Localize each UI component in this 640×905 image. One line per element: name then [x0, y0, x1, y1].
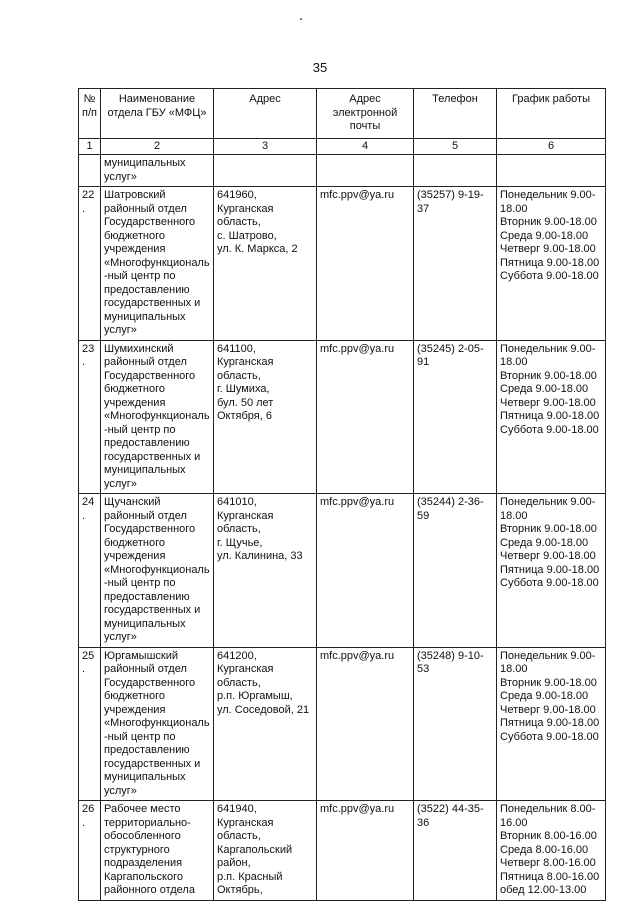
- schedule-line: Вторник 9.00-18.00: [500, 216, 597, 228]
- department-email: mfc.ppv@ya.ru: [317, 187, 414, 341]
- address-line: 641960,: [217, 189, 257, 201]
- schedule-line: Понедельник 9.00-: [500, 342, 596, 355]
- address-line: область,: [217, 369, 261, 382]
- header-row: [79, 89, 606, 139]
- address-line: Каргапольский: [217, 843, 293, 856]
- header-schedule: [497, 89, 606, 139]
- department-name: [101, 494, 214, 648]
- department-name-line: учреждения: [104, 550, 166, 562]
- address-line: область,: [217, 216, 261, 228]
- address-line: ул. К. Маркса, 2: [217, 243, 298, 255]
- phone-line: (35244) 2-36-: [417, 496, 484, 508]
- address-line: 641200,: [217, 649, 257, 662]
- address-line: Курганская: [217, 202, 274, 215]
- address-line: р.п. Красный: [217, 870, 283, 883]
- department-name-line: Щучанский: [104, 496, 161, 508]
- department-name-line: Шатровский: [104, 189, 166, 201]
- carry-name: [101, 155, 214, 187]
- department-schedule: [497, 340, 606, 494]
- schedule-line: Суббота 9.00-18.00: [500, 730, 599, 743]
- header-phone: [414, 89, 497, 139]
- schedule-line: Среда 9.00-18.00: [500, 383, 589, 395]
- phone-line: (3522) 44-35-: [417, 803, 484, 815]
- phone-line: (35245) 2-05-: [417, 342, 484, 355]
- table-body: [79, 138, 606, 901]
- schedule-line: Понедельник 9.00-: [500, 496, 596, 508]
- department-name: [101, 801, 214, 901]
- column-number: 6: [497, 138, 606, 155]
- header-text: Адрес: [349, 93, 381, 105]
- address-line: бул. 50 лет: [217, 396, 274, 409]
- carry-number: [79, 155, 101, 187]
- address-line: Курганская: [217, 509, 274, 522]
- department-name-line: муниципальных: [104, 617, 186, 630]
- address-line: ул. Соседовой, 21: [217, 703, 310, 716]
- address-line: г. Щучье,: [217, 536, 263, 549]
- department-address: [214, 494, 317, 648]
- department-name-line: услуг»: [104, 477, 137, 490]
- department-name-line: обособленного: [104, 830, 181, 842]
- header-text: Адрес: [249, 93, 281, 105]
- department-name-line: услуг»: [104, 631, 137, 643]
- phone-line: 36: [417, 816, 430, 829]
- department-name-line: Государственного: [104, 216, 196, 228]
- address-line: с. Шатрово,: [217, 229, 277, 242]
- department-name-line: районный отдел: [104, 356, 187, 368]
- address-line: ул. Калинина, 33: [217, 550, 303, 562]
- carry-empty: [414, 155, 497, 187]
- department-phone: [414, 187, 497, 341]
- header-text: электронной: [332, 106, 398, 119]
- schedule-line: Пятница 9.00-18.00: [500, 256, 600, 269]
- department-name-line: муниципальных: [104, 771, 186, 783]
- column-number: 1: [79, 138, 101, 155]
- address-line: р.п. Юргамыш,: [217, 690, 293, 702]
- schedule-line: Суббота 9.00-18.00: [500, 423, 599, 436]
- phone-line: (35257) 9-19-: [417, 189, 484, 201]
- schedule-line: Вторник 9.00-18.00: [500, 676, 597, 689]
- schedule-line: Среда 9.00-18.00: [500, 229, 589, 242]
- carry-over-row: [79, 155, 606, 187]
- carry-empty: [214, 155, 317, 187]
- department-name-line: государственных и: [104, 297, 201, 309]
- address-line: Октябрь,: [217, 884, 263, 896]
- row-number: 23.: [79, 340, 101, 494]
- department-name-line: муниципальных: [104, 464, 186, 476]
- department-address: [214, 187, 317, 341]
- department-email: mfc.ppv@ya.ru: [317, 494, 414, 648]
- address-line: область,: [217, 676, 261, 689]
- department-name-line: территориально-: [104, 816, 191, 829]
- department-address: [214, 647, 317, 801]
- department-schedule: [497, 494, 606, 648]
- department-name-line: предоставлению: [104, 744, 190, 756]
- department-name-line: районный отдел: [104, 202, 187, 215]
- department-name: [101, 187, 214, 341]
- department-email: mfc.ppv@ya.ru: [317, 647, 414, 801]
- header-text: Наименование: [118, 93, 196, 105]
- row-number: 25.: [79, 647, 101, 801]
- address-line: Курганская: [217, 816, 274, 829]
- table-row: [79, 187, 606, 341]
- phone-line: 91: [417, 356, 430, 368]
- header-name: [101, 89, 214, 139]
- header-text: №: [83, 93, 96, 105]
- schedule-line: Понедельник 8.00-: [500, 803, 596, 815]
- page-number: 35: [312, 60, 328, 75]
- schedule-line: 18.00: [500, 663, 528, 675]
- department-name-line: -ный центр по: [104, 423, 176, 436]
- department-name-line: государственных и: [104, 450, 201, 463]
- department-name-line: бюджетного: [104, 536, 165, 549]
- department-email: mfc.ppv@ya.ru: [317, 340, 414, 494]
- department-phone: [414, 647, 497, 801]
- department-name: [101, 647, 214, 801]
- scan-speck: [300, 18, 302, 20]
- table-row: [79, 647, 606, 801]
- schedule-line: Среда 9.00-18.00: [500, 536, 589, 549]
- address-line: г. Шумиха,: [217, 383, 270, 395]
- table-row: [79, 801, 606, 901]
- mfc-departments-table: [78, 88, 606, 901]
- address-line: Октября, 6: [217, 410, 272, 422]
- department-name-line: учреждения: [104, 243, 166, 255]
- schedule-line: 16.00: [500, 816, 528, 829]
- schedule-line: Пятница 9.00-18.00: [500, 563, 600, 576]
- header-text: почты: [349, 120, 381, 132]
- schedule-line: 18.00: [500, 356, 528, 368]
- department-name-line: учреждения: [104, 396, 166, 409]
- department-name-line: Каргапольского: [104, 870, 183, 883]
- department-phone: [414, 494, 497, 648]
- department-schedule: [497, 801, 606, 901]
- department-name-line: муниципальных: [104, 310, 186, 323]
- address-line: Курганская: [217, 356, 274, 368]
- department-name-line: бюджетного: [104, 229, 165, 242]
- header-text: п/п: [82, 106, 97, 119]
- address-line: 641940,: [217, 803, 257, 815]
- header-text: График работы: [512, 93, 590, 105]
- department-name-line: Рабочее место: [104, 803, 181, 815]
- department-name-line: Юргамышский: [104, 649, 179, 662]
- header-address: [214, 89, 317, 139]
- schedule-line: Суббота 9.00-18.00: [500, 577, 599, 589]
- address-line: 641010,: [217, 496, 257, 508]
- department-name: [101, 340, 214, 494]
- phone-line: 59: [417, 509, 430, 522]
- department-name-line: -ный центр по: [104, 270, 176, 282]
- address-line: Курганская: [217, 663, 274, 675]
- schedule-line: Пятница 8.00-16.00: [500, 870, 600, 883]
- department-name-line: Шумихинский: [104, 342, 174, 355]
- department-name-line: предоставлению: [104, 590, 190, 603]
- schedule-line: Среда 8.00-16.00: [500, 843, 589, 856]
- carry-empty: [317, 155, 414, 187]
- schedule-line: Четверг 8.00-16.00: [500, 857, 596, 869]
- schedule-line: Пятница 9.00-18.00: [500, 717, 600, 729]
- department-name-line: предоставлению: [104, 437, 190, 449]
- carry-name-line: услуг»: [104, 170, 137, 183]
- address-line: область,: [217, 830, 261, 842]
- department-name-line: районный отдел: [104, 509, 187, 522]
- column-number: 2: [101, 138, 214, 155]
- header-number: [79, 89, 101, 139]
- column-number: 5: [414, 138, 497, 155]
- header-email: [317, 89, 414, 139]
- table-row: [79, 340, 606, 494]
- department-name-line: бюджетного: [104, 383, 165, 395]
- department-name-line: районный отдел: [104, 663, 187, 675]
- department-name-line: «Многофункциональ: [104, 256, 210, 269]
- department-name-line: государственных и: [104, 757, 201, 770]
- department-name-line: «Многофункциональ: [104, 717, 210, 729]
- department-name-line: предоставлению: [104, 283, 190, 296]
- schedule-line: 18.00: [500, 202, 528, 215]
- schedule-line: Вторник 9.00-18.00: [500, 523, 597, 535]
- schedule-line: Вторник 9.00-18.00: [500, 369, 597, 382]
- department-phone: [414, 801, 497, 901]
- column-number: 4: [317, 138, 414, 155]
- address-line: область,: [217, 523, 261, 535]
- column-number-row: [79, 138, 606, 155]
- department-address: [214, 801, 317, 901]
- department-phone: [414, 340, 497, 494]
- department-name-line: -ный центр по: [104, 730, 176, 743]
- phone-line: 53: [417, 663, 430, 675]
- department-name-line: услуг»: [104, 784, 137, 797]
- address-line: 641100,: [217, 342, 256, 355]
- schedule-line: Четверг 9.00-18.00: [500, 396, 596, 409]
- department-schedule: [497, 187, 606, 341]
- schedule-line: Вторник 8.00-16.00: [500, 830, 597, 842]
- department-name-line: структурного: [104, 843, 170, 856]
- department-name-line: государственных и: [104, 604, 201, 616]
- carry-empty: [497, 155, 606, 187]
- schedule-line: Понедельник 9.00-: [500, 649, 596, 662]
- column-number: 3: [214, 138, 317, 155]
- table-row: [79, 494, 606, 648]
- department-name-line: подразделения: [104, 857, 183, 869]
- header-text: Телефон: [432, 93, 478, 105]
- department-name-line: Государственного: [104, 369, 196, 382]
- schedule-line: Пятница 9.00-18.00: [500, 410, 600, 422]
- department-name-line: бюджетного: [104, 690, 165, 702]
- address-line: район,: [217, 857, 251, 869]
- carry-name-line: муниципальных: [104, 157, 186, 169]
- department-name-line: услуг»: [104, 324, 137, 336]
- schedule-line: Четверг 9.00-18.00: [500, 550, 596, 562]
- schedule-line: Четверг 9.00-18.00: [500, 243, 596, 255]
- department-address: [214, 340, 317, 494]
- department-name-line: «Многофункциональ: [104, 410, 210, 422]
- schedule-line: Среда 9.00-18.00: [500, 690, 589, 702]
- department-email: mfc.ppv@ya.ru: [317, 801, 414, 901]
- phone-line: (35248) 9-10-: [417, 649, 484, 662]
- phone-line: 37: [417, 202, 430, 215]
- header-text: отдела ГБУ «МФЦ»: [107, 106, 207, 119]
- department-name-line: -ный центр по: [104, 577, 176, 589]
- schedule-line: 18.00: [500, 509, 528, 522]
- schedule-line: Четверг 9.00-18.00: [500, 703, 596, 716]
- row-number: 26.: [79, 801, 101, 901]
- department-name-line: учреждения: [104, 703, 166, 716]
- department-name-line: районного отдела: [104, 884, 195, 896]
- schedule-line: Понедельник 9.00-: [500, 189, 596, 201]
- row-number: 24.: [79, 494, 101, 648]
- department-name-line: Государственного: [104, 523, 196, 535]
- schedule-line: Суббота 9.00-18.00: [500, 270, 599, 282]
- department-name-line: «Многофункциональ: [104, 563, 210, 576]
- row-number: 22.: [79, 187, 101, 341]
- department-schedule: [497, 647, 606, 801]
- department-name-line: Государственного: [104, 676, 196, 689]
- schedule-line: обед 12.00-13.00: [500, 884, 587, 896]
